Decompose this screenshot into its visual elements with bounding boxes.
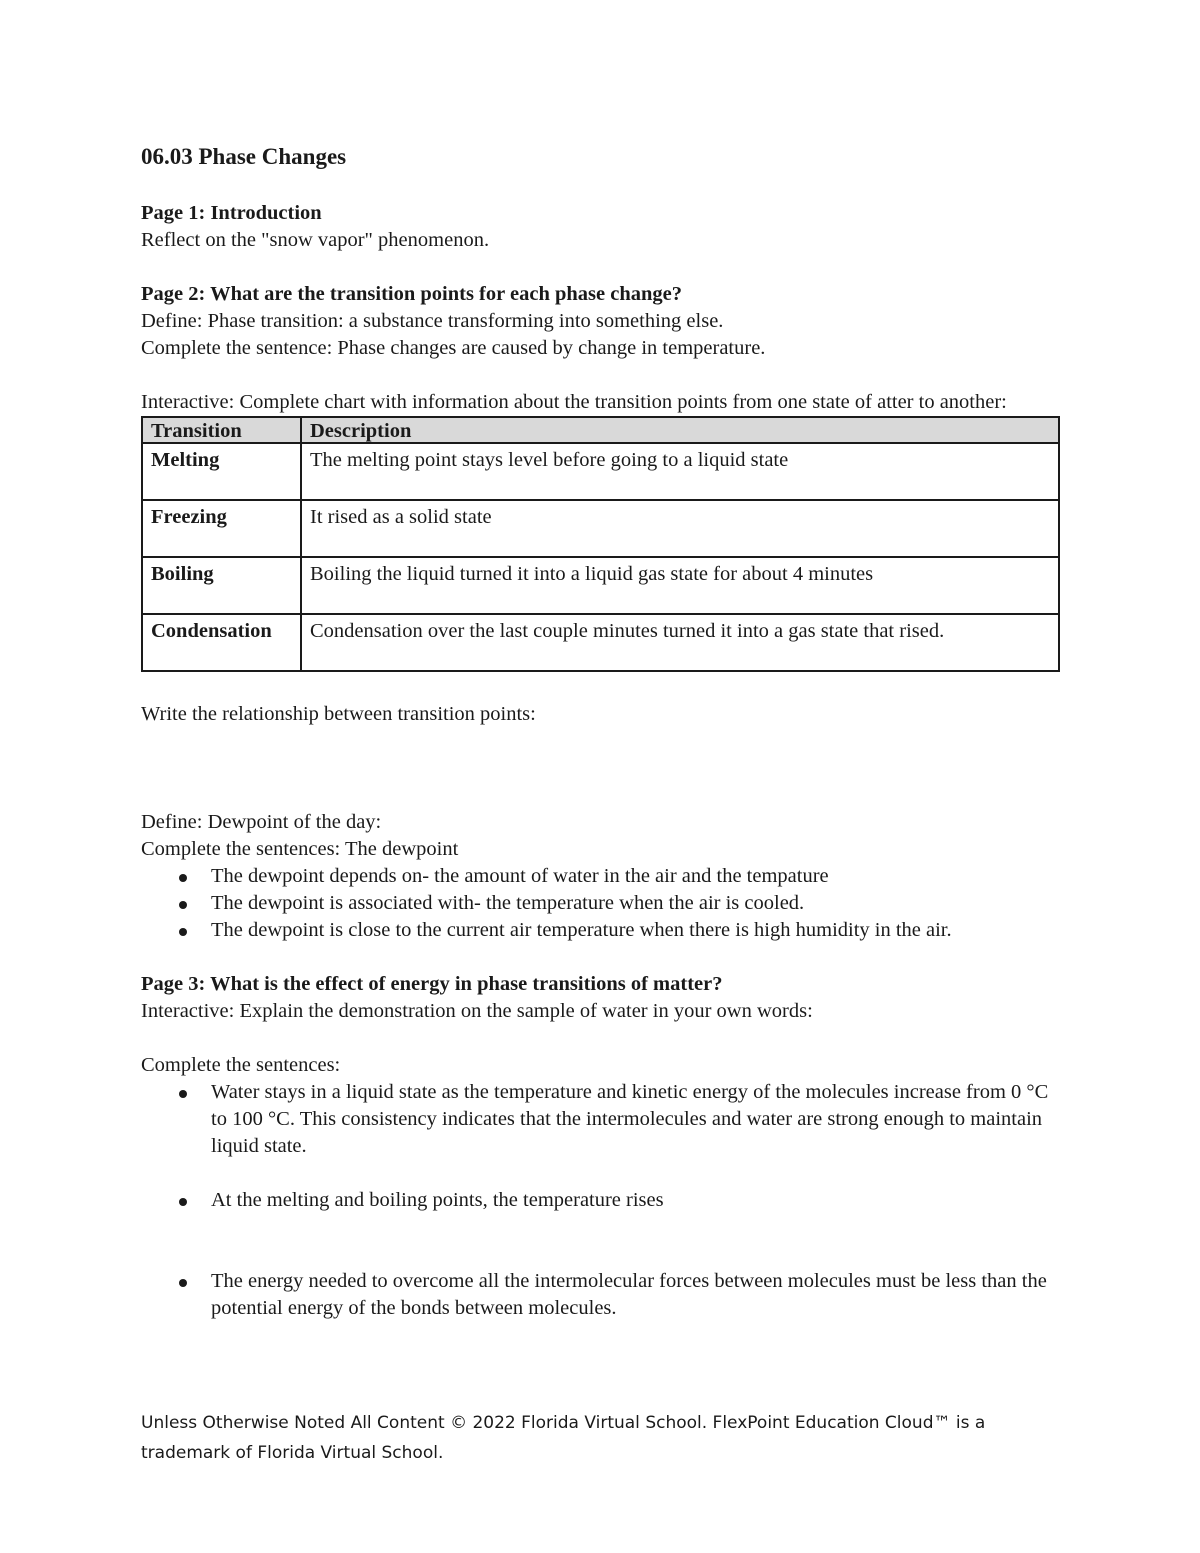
chart-instruction: Interactive: Complete chart with information about the transition points from one state of atter to another: xyxy=(141,391,1007,413)
copyright-footer: Unless Otherwise Noted All Content © 2022 Florida Virtual School. FlexPoint Education Cloud™ is a trademark of Florida Virtual School. xyxy=(141,1413,986,1463)
bullet-icon xyxy=(179,1090,187,1098)
header-description: Description xyxy=(301,417,1059,443)
list-item: The energy needed to overcome all the intermolecular forces between molecules must be less than the potential energy of the bonds between molecules. xyxy=(211,1268,1061,1322)
table-row xyxy=(142,557,1059,614)
page2-heading: Page 2: What are the transition points for each phase change? xyxy=(141,283,682,305)
list-item: The dewpoint depends on- the amount of water in the air and the tempature xyxy=(211,863,1061,890)
page1-heading: Page 1: Introduction xyxy=(141,202,322,224)
transition-description: It rised as a solid state xyxy=(301,500,1059,557)
phase-transition-definition: Define: Phase transition: a substance transforming into something else. xyxy=(141,310,724,332)
transition-description: Boiling the liquid turned it into a liquid gas state for about 4 minutes xyxy=(301,557,1059,614)
list-item: The dewpoint is associated with- the temperature when the air is cooled. xyxy=(211,890,1061,917)
bullet-icon xyxy=(179,928,187,936)
bullet-icon xyxy=(179,1198,187,1206)
bullet-icon xyxy=(179,874,187,882)
header-transition: Transition xyxy=(142,417,301,443)
page3-heading: Page 3: What is the effect of energy in phase transitions of matter? xyxy=(141,973,723,995)
table-row xyxy=(142,500,1059,557)
transition-table xyxy=(141,416,1060,672)
document-body xyxy=(141,140,1061,1322)
demonstration-instruction: Interactive: Explain the demonstration on the sample of water in your own words: xyxy=(141,1000,813,1022)
list-item: The dewpoint is close to the current air temperature when there is high humidity in the air. xyxy=(211,917,1061,944)
dewpoint-list xyxy=(141,863,1061,944)
transition-description: Condensation over the last couple minutes turned it into a gas state that rised. xyxy=(301,614,1059,671)
list-item: At the melting and boiling points, the temperature rises xyxy=(211,1187,1061,1214)
table-row xyxy=(142,614,1059,671)
table-row xyxy=(142,443,1059,500)
transition-term: Condensation xyxy=(142,614,301,671)
document-title: 06.03 Phase Changes xyxy=(141,144,347,169)
phase-change-sentence: Complete the sentence: Phase changes are caused by change in temperature. xyxy=(141,337,766,359)
transition-term: Freezing xyxy=(142,500,301,557)
page1-text: Reflect on the "snow vapor" phenomenon. xyxy=(141,229,490,251)
bullet-icon xyxy=(179,1279,187,1287)
relationship-prompt: Write the relationship between transition points: xyxy=(141,703,536,725)
list-item: Water stays in a liquid state as the temperature and kinetic energy of the molecules increase from 0 °C to 100 °C. This consistency indicates that the intermolecules and water are strong enough to maintain liquid state. xyxy=(211,1079,1061,1160)
transition-description: The melting point stays level before going to a liquid state xyxy=(301,443,1059,500)
dewpoint-definition: Define: Dewpoint of the day: xyxy=(141,811,382,833)
table-header-row xyxy=(142,417,1059,443)
energy-list xyxy=(141,1079,1061,1322)
transition-term: Melting xyxy=(142,443,301,500)
transition-term: Boiling xyxy=(142,557,301,614)
dewpoint-instruction: Complete the sentences: The dewpoint xyxy=(141,838,459,860)
sentences-instruction: Complete the sentences: xyxy=(141,1054,341,1076)
bullet-icon xyxy=(179,901,187,909)
